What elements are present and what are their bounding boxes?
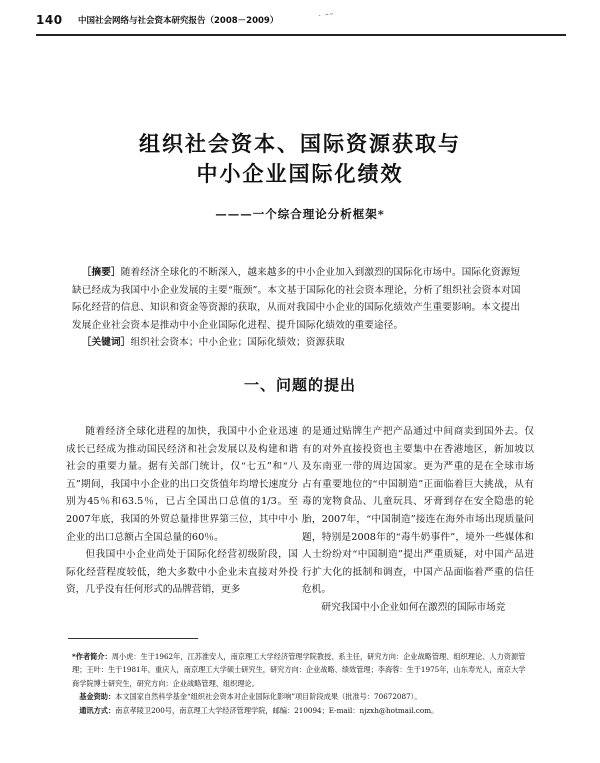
article-title-line-1: 组织社会资本、国际资源获取与 [139,132,461,156]
footnote-author-label: *作者简介： [72,652,112,661]
footnote-fund-label: 基金资助： [79,692,116,702]
running-title: 中国社会网络与社会资本研究报告（2008－2009） [78,16,279,26]
abstract-label: ［摘要］ [81,267,121,278]
abstract-block [72,264,528,352]
article-title-line-2: 中小企业国际化绩效 [196,162,404,186]
section-heading: 一、问题的提出 [243,376,356,394]
footnote-contact [72,704,532,717]
footnote-fund-text: 本文国家自然科学基金“组织社会资本对企业国际化影响”项目阶段成果（批准号：70672087）。 [115,692,422,702]
body-column-left [66,423,298,599]
keywords-paragraph [72,334,528,352]
footnotes [72,650,532,717]
body-column-right [302,423,534,617]
page-number: 140 [36,13,63,27]
article-subtitle: ———一个综合理论分析框架* [215,207,385,221]
header-rule [36,34,566,36]
keywords-label: ［关键词］ [81,337,131,349]
footnote-contact-text: 南京孝陵卫200号，南京理工大学经济管理学院，邮编：210094；E-mail：njzxh@hotmail.com。 [115,705,439,715]
abstract-paragraph [72,264,528,334]
body-paragraph: 随着经济全球化进程的加快，我国中小企业迅速成长已经成为推动国民经济和社会发展以及构建和谐社会的重要力量。据有关部门统计，仅“七五”和“八五”期间，我国中小企业的出口交货值年均增长速度分别为45％和63.5％，已占全国出口总值的1/3。至2007年底，我国的外贸总量排世界第三位，其中中小企业的出口总额占全国总量的60％。 [66,426,298,543]
running-header [36,13,566,33]
footnote-fund [72,690,532,703]
keywords-text: 组织社会资本；中小企业；国际化绩效；资源获取 [130,337,345,349]
body-paragraph: 的是通过贴牌生产把产品通过中间商卖到国外去。仅有的对外直接投资也主要集中在香港地区，新加坡以及东南亚一带的周边国家。更为严重的是在全球市场占有重要地位的“中国制造”正面临着巨大挑战，从有毒的宠物食品、儿童玩具、牙膏到存在安全隐患的轮胎，2007年，“中国制造”接连在海外市场出现质量问题，特别是2008年的“毒牛奶事件”，境外一些媒体和人士纷纷对“中国制造”提出严重质疑，对中国产品进行扩大化的抵制和调查，中国产品面临着严重的信任危机。 [302,426,534,596]
body-paragraph: 研究我国中小企业如何在激烈的国际市场竞 [321,601,506,613]
footnote-rule [68,638,198,639]
abstract-text: 随着经济全球化的不断深入，越来越多的中小企业加入到激烈的国际化市场中。国际化资源短缺已经成为我国中小企业发展的主要“瓶颈”。本文基于国际化的社会资本理论，分析了组织社会资本对国际化经营的信息、知识和资金等资源的获取，从而对我国中小企业的国际化绩效产生重要影响。本文提出发展企业社会资本是推动中小企业国际化进程、提升国际化绩效的重要途径。 [72,267,521,331]
scan-artifact: ˙ ˜˘ [317,12,335,26]
body-paragraph: 但我国中小企业尚处于国际化经营初级阶段，国际化经营程度较低，绝大多数中小企业未直接对外投资，几乎没有任何形式的品牌营销，更多 [66,549,298,596]
footnote-contact-label: 通讯方式： [79,705,116,715]
footnote-author [72,650,532,690]
footnote-author-text: 周小虎：生于1962年，江苏淮安人，南京理工大学经济管理学院教授、系主任，研究方向：企业战略管理、组织理论、人力资源管理；王叶：生于1981年，重庆人，南京理工大学硕士研究生，研究方向：企业战略、绩效管理；李海蓉：生于1975年，山东寿光人，南京大学商学院博士研究生，研究方向：企业战略管理、组织理论。 [72,652,526,688]
